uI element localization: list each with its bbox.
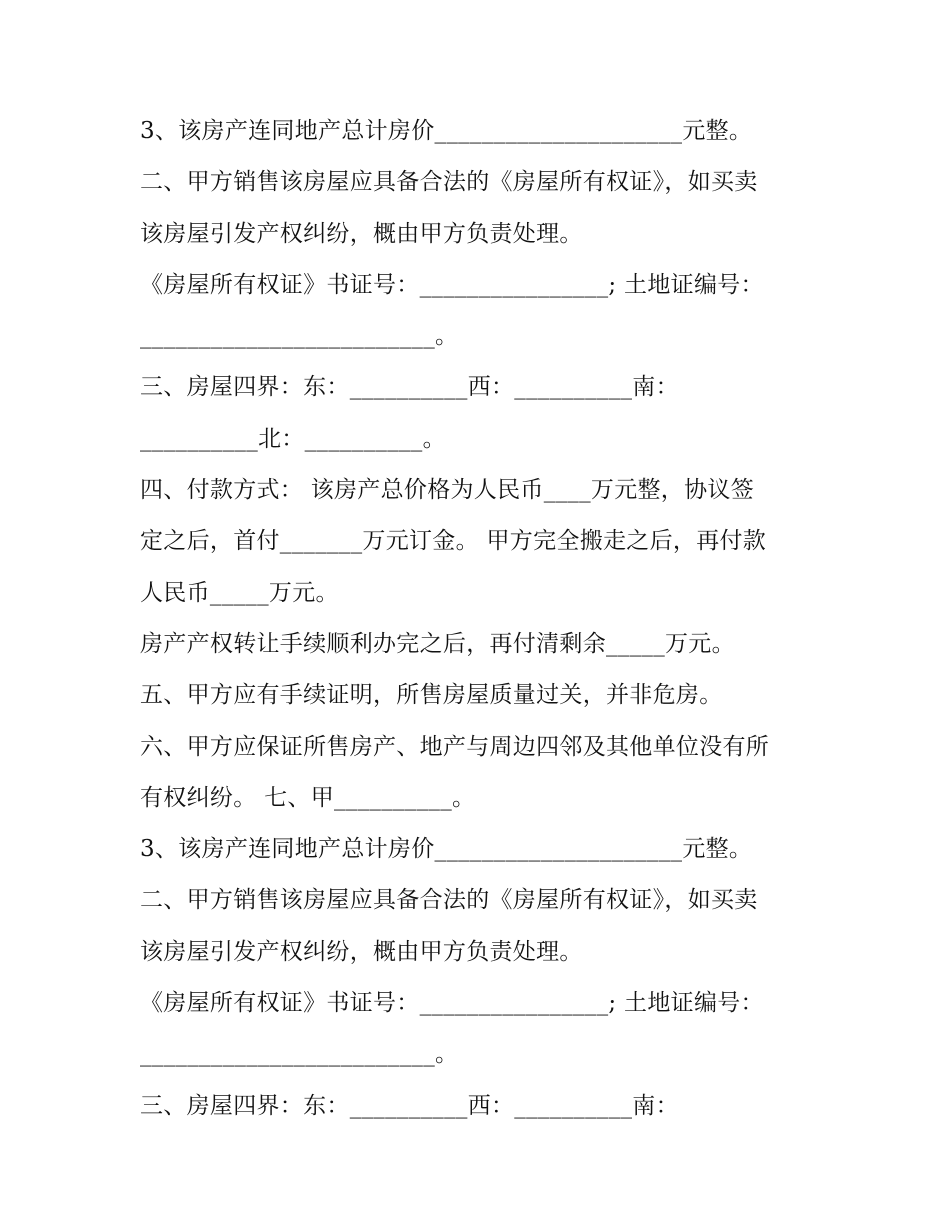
text-line: 四、付款方式： 该房产总价格为人民币____万元整，协议签 (140, 477, 755, 504)
text-line: 三、房屋四界：东：__________西：__________南： (140, 1092, 679, 1119)
document-page (140, 106, 830, 1132)
text-line: __________北：__________。 (140, 425, 446, 452)
text-line: _________________________。 (140, 1041, 459, 1068)
text-line: 该房屋引发产权纠纷，概由甲方负责处理。 (140, 938, 583, 965)
text-line: 人民币_____万元。 (140, 579, 339, 606)
text-line: 定之后，首付_______万元订金。 甲方完全搬走之后，再付款 (140, 528, 767, 555)
text-line: _________________________。 (140, 323, 459, 350)
text-line: 房产产权转让手续顺利办完之后，再付清剩余_____万元。 (140, 630, 735, 657)
text-line: 该房屋引发产权纠纷，概由甲方负责处理。 (140, 220, 583, 247)
text-line: 有权纠纷。 七、甲__________。 (140, 784, 476, 811)
text-line: 六、甲方应保证所售房产、地产与周边四邻及其他单位没有所 (140, 733, 770, 760)
text-line: 《房屋所有权证》书证号：________________; 土地证编号： (140, 990, 764, 1017)
text-line: 二、甲方销售该房屋应具备合法的《房屋所有权证》，如买卖 (140, 887, 758, 914)
text-line: 二、甲方销售该房屋应具备合法的《房屋所有权证》，如买卖 (140, 169, 758, 196)
text-line: 《房屋所有权证》书证号：________________; 土地证编号： (140, 271, 764, 298)
text-line: 三、房屋四界：东：__________西：__________南： (140, 374, 679, 401)
text-line: 3、该房产连同地产总计房价_____________________元整。 (140, 836, 753, 863)
text-line: 五、甲方应有手续证明，所售房屋质量过关，并非危房。 (140, 682, 723, 709)
text-line: 3、该房产连同地产总计房价_____________________元整。 (140, 118, 753, 144)
